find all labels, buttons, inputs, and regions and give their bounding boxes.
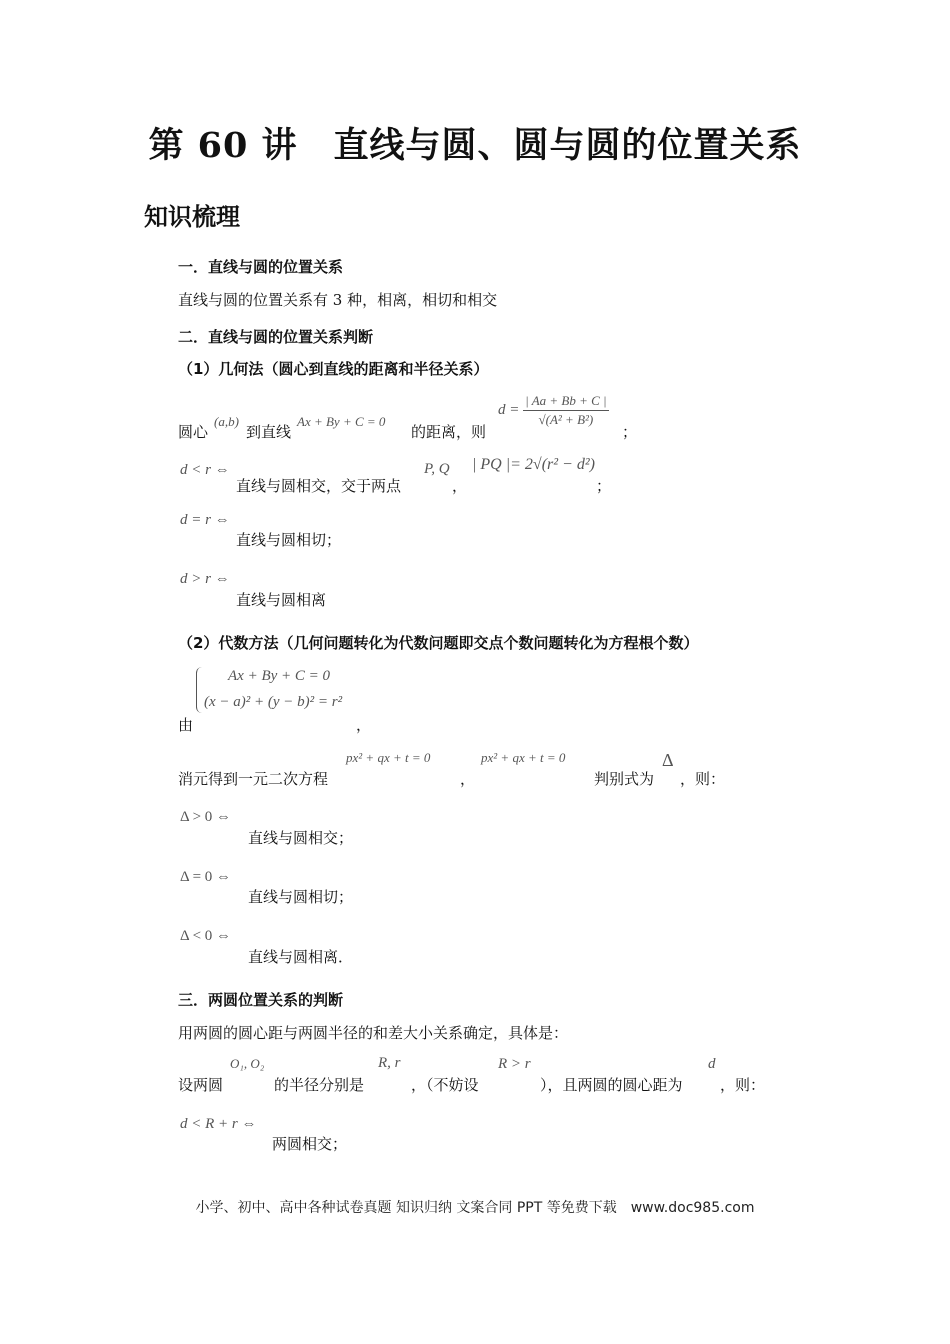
relation-count-text: 直线与圆的位置关系有 3 种，相离，相切和相交 [178, 291, 498, 309]
distance-text-b: 到直线 [246, 423, 292, 441]
delta-negative-condition: Δ < 0 ⇔ [180, 928, 232, 944]
circle-centers: O₁, O₂ [230, 1056, 265, 1071]
delta-positive-text: 直线与圆相交； [248, 829, 354, 847]
delta-zero-condition: Δ = 0 ⇔ [180, 869, 232, 885]
two-circles-line-d: ），且两圆的圆心距为 [540, 1076, 683, 1094]
case-intersect-end: ； [596, 477, 612, 495]
distance-text-c: 的距离，则 [411, 423, 487, 441]
distance-fraction [523, 393, 609, 428]
quadratic-equation-2: px² + qx + t = 0 [481, 750, 566, 765]
distance-formula [498, 393, 609, 428]
heading-judgement: 二．直线与圆的位置关系判断 [178, 328, 374, 346]
points-pq: P, Q [424, 461, 450, 477]
distance-denominator: √(A² + B²) [538, 412, 594, 427]
center-coordinates: (a,b) [214, 414, 239, 429]
system-comma: ， [356, 716, 372, 734]
heading-line-circle-relation: 一．直线与圆的位置关系 [178, 258, 344, 276]
distance-end: ； [622, 423, 638, 441]
case-intersect-condition: d < r ⇔ [180, 462, 230, 478]
system-prefix: 由 [178, 716, 194, 734]
page-footer: 小学、初中、高中各种试卷真题 知识归纳 文案合同 PPT 等免费下载 www.doc985.com [195, 1200, 755, 1216]
delta-positive-condition: Δ > 0 ⇔ [180, 809, 232, 825]
case-separate-text: 直线与圆相离 [236, 591, 327, 609]
two-circles-text: 用两圆的圆心距与两圆半径的和差大小关系确定，具体是： [178, 1024, 569, 1042]
two-circles-line-b: 的半径分别是 [274, 1076, 365, 1094]
two-circles-line-a: 设两圆 [178, 1076, 224, 1094]
two-circles-line-e: ，则： [720, 1076, 766, 1094]
section-heading: 知识梳理 [144, 202, 240, 231]
distance-formula-prefix: d = [498, 401, 520, 418]
case-separate-condition: d > r ⇔ [180, 571, 230, 587]
delta-symbol: Δ [662, 750, 674, 770]
delta-zero-text: 直线与圆相切； [248, 888, 354, 906]
circles-intersect-condition: d < R + r ⇔ [180, 1116, 257, 1132]
distance-numerator: | Aa + Bb + C | [523, 393, 609, 411]
case-intersect-comma: ， [452, 477, 468, 495]
circles-intersect-text: 两圆相交； [272, 1135, 348, 1153]
radii: R, r [378, 1055, 401, 1071]
case-intersect-text: 直线与圆相交，交于两点 [236, 477, 402, 495]
heading-algebraic-method: （2）代数方法（几何问题转化为代数问题即交点个数问题转化为方程根个数） [178, 634, 699, 652]
two-circles-line-c: ，（不妨设 [411, 1076, 479, 1094]
quadratic-equation-1: px² + qx + t = 0 [346, 750, 431, 765]
discriminant-end: ，则： [680, 770, 726, 788]
system-line-2: (x − a)² + (y − b)² = r² [204, 694, 343, 710]
discriminant-text: 判别式为 [594, 770, 655, 788]
system-line-1: Ax + By + C = 0 [228, 668, 331, 684]
case-tangent-condition: d = r ⇔ [180, 512, 230, 528]
chord-length-formula: | PQ |= 2√(r² − d²) [472, 456, 595, 473]
radius-assumption: R > r [498, 1056, 531, 1072]
distance-text-a: 圆心 [178, 423, 209, 441]
elimination-comma: ， [460, 770, 476, 788]
line-equation: Ax + By + C = 0 [297, 414, 386, 429]
heading-two-circles: 三．两圆位置关系的判断 [178, 991, 344, 1009]
center-distance: d [708, 1056, 716, 1072]
page-title: 第 60 讲 直线与圆、圆与圆的位置关系 [148, 125, 802, 166]
heading-geometric-method: （1）几何法（圆心到直线的距离和半径关系） [178, 360, 489, 378]
elimination-text: 消元得到一元二次方程 [178, 770, 329, 788]
case-tangent-text: 直线与圆相切； [236, 531, 342, 549]
delta-negative-text: 直线与圆相离． [248, 948, 354, 966]
